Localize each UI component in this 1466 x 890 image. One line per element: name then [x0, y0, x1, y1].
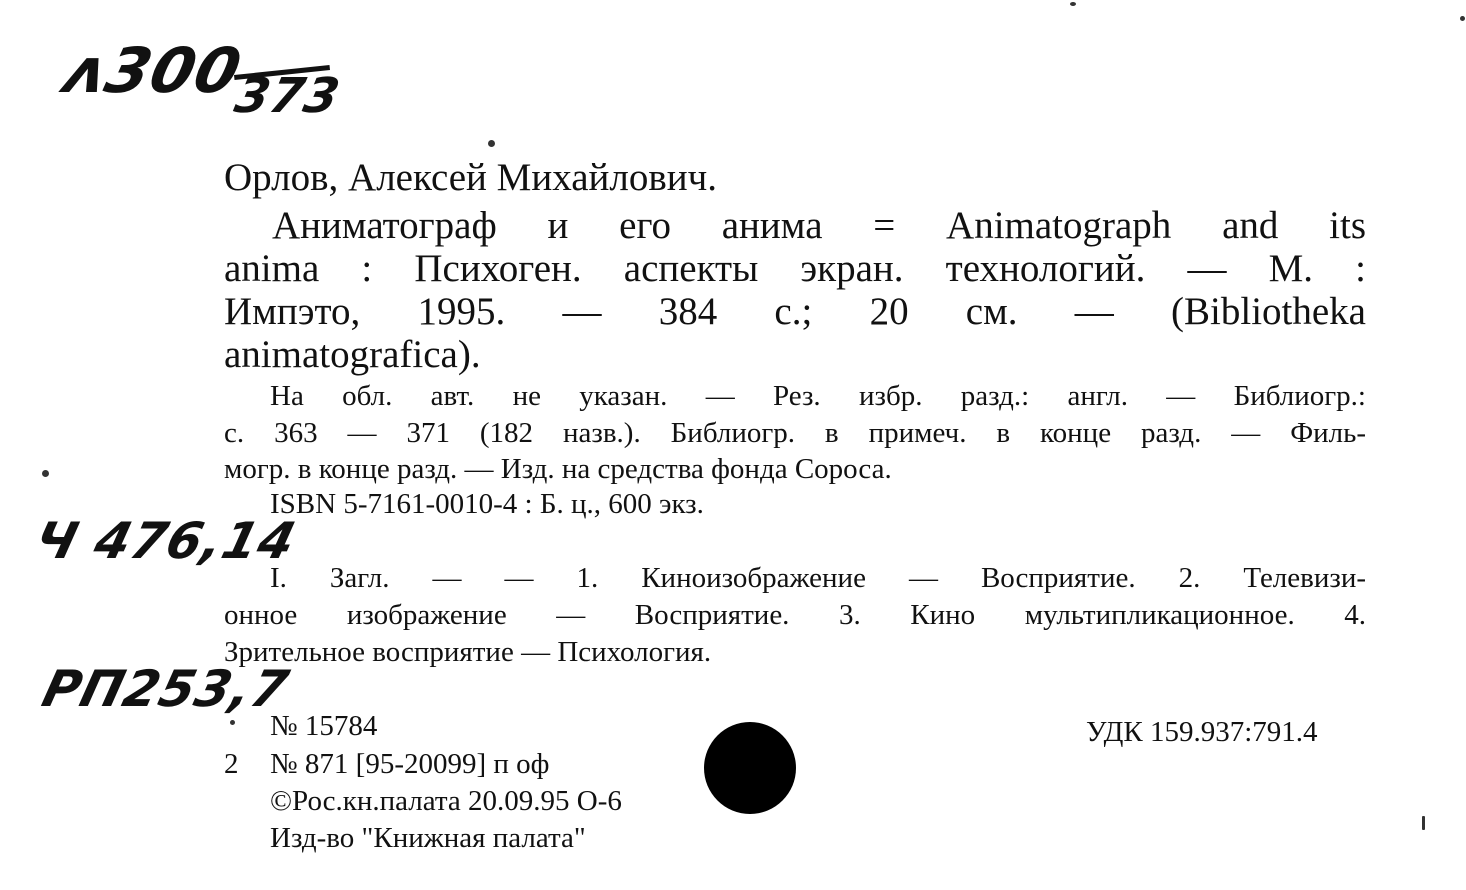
handwritten-class-code-2: РП253,7 [36, 660, 295, 718]
notes-line-1: На обл. авт. не указан. — Рез. избр. разд.: англ. — Библиогр.: [270, 380, 1366, 412]
dust-speck [230, 720, 235, 725]
dust-speck [42, 470, 49, 477]
subjects-line-1: I. Загл. — — 1. Киноизображение — Восприятие. 2. Телевизи- [270, 562, 1366, 594]
handwritten-fraction: 373 [230, 68, 346, 124]
isbn-line: ISBN 5-7161-0010-4 : Б. ц., 600 экз. [270, 488, 704, 520]
subjects-line-3: Зрительное восприятие — Психология. [224, 636, 712, 668]
notes-line-3: могр. в конце разд. — Изд. на средства фонда Сороса. [224, 453, 892, 485]
title-line-1: Аниматограф и его анима = Animatograph and its [272, 204, 1366, 247]
dust-speck [1070, 2, 1076, 6]
author-heading: Орлов, Алексей Михайлович. [224, 156, 717, 199]
publisher-line: Изд-во "Книжная палата" [270, 822, 586, 854]
handwritten-class-code: Ч 476,14 [28, 512, 302, 570]
record-number-1: № 15784 [270, 710, 378, 742]
dust-speck [1460, 16, 1465, 21]
udk-code: УДК 159.937:791.4 [1086, 716, 1318, 748]
record-number-2: № 871 [95-20099] п оф [270, 748, 550, 780]
punch-hole [704, 722, 796, 814]
book-chamber-line: ©Рос.кн.палата 20.09.95 О-6 [270, 785, 622, 817]
title-line-2: anima : Психоген. аспекты экран. технологий. — М. : [224, 247, 1366, 290]
notes-line-2: с. 363 — 371 (182 назв.). Библиогр. в примеч. в конце разд. — Филь- [224, 417, 1366, 449]
dust-speck [488, 140, 495, 147]
subjects-line-2: онное изображение — Восприятие. 3. Кино мультипликационное. 4. [224, 599, 1366, 631]
title-line-4: animatografica). [224, 333, 481, 376]
dust-speck [1422, 816, 1425, 830]
side-number: 2 [224, 748, 239, 780]
handwritten-shelf-mark: ʌ300 [56, 34, 249, 107]
title-line-3: Импэто, 1995. — 384 с.; 20 см. — (Bibliotheka [224, 290, 1366, 333]
